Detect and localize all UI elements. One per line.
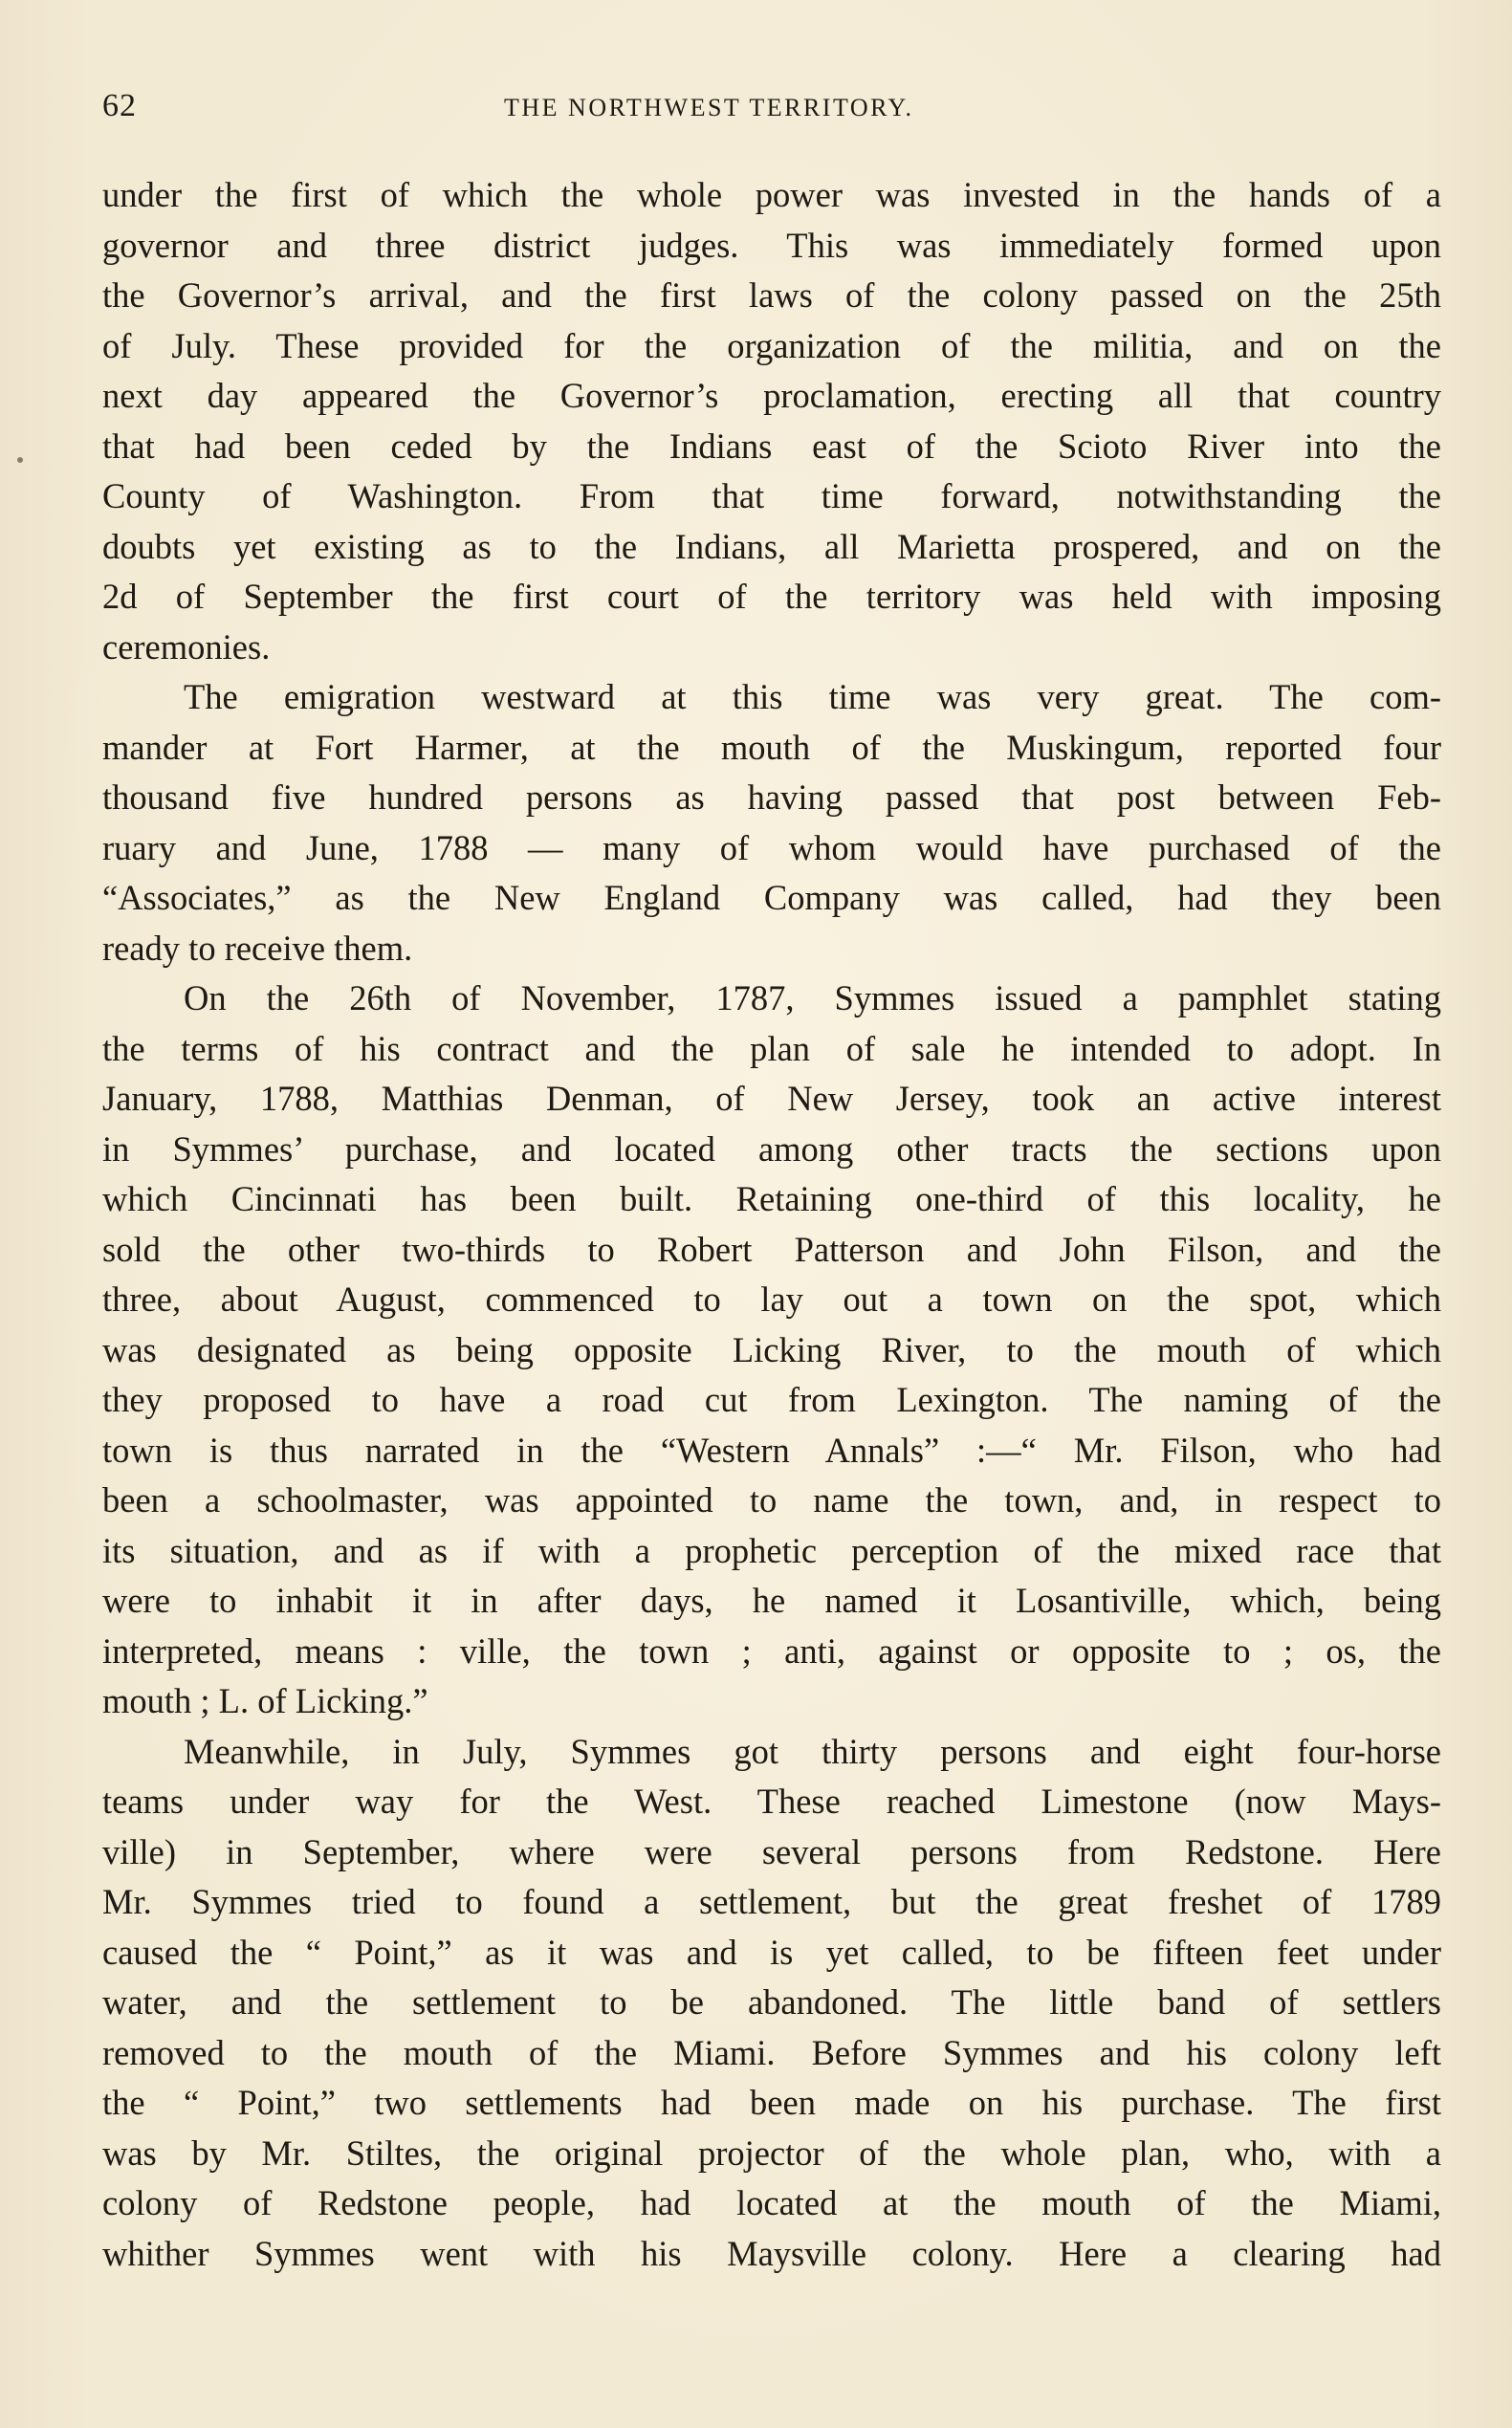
text-line: interpreted, means : ville, the town ; anti, against or opposite to ; os, the	[102, 1630, 1441, 1671]
margin-speck	[17, 457, 23, 463]
text-line: caused the “ Point,” as it was and is yet called, to be fifteen feet under	[102, 1932, 1441, 1972]
text-line: the Governor’s arrival, and the first laws of the colony passed on the 25th	[102, 275, 1441, 315]
text-line: colony of Redstone people, had located at the mouth of the Miami,	[102, 2183, 1441, 2222]
text-line: three, about August, commenced to lay out a town on the spot, which	[102, 1280, 1441, 1319]
text-line: Mr. Symmes tried to found a settlement, but the great freshet of 1789	[102, 1882, 1441, 1921]
text-line: were to inhabit it in after days, he named it Losantiville, which, being	[102, 1581, 1441, 1620]
text-line: ceremonies.	[102, 626, 271, 667]
text-line: mander at Fort Harmer, at the mouth of the Muskingum, reported four	[102, 727, 1441, 767]
text-line: removed to the mouth of the Miami. Before Symmes and his colony left	[102, 2032, 1441, 2072]
text-line: town is thus narrated in the “Western Annals” :—“ Mr. Filson, who had	[102, 1430, 1441, 1470]
text-line: of July. These provided for the organization of the militia, and on the	[102, 325, 1441, 365]
text-line: was designated as being opposite Licking River, to the mouth of which	[102, 1329, 1441, 1369]
text-line: under the first of which the whole power was invested in the hands of a	[102, 175, 1441, 214]
text-line: been a schoolmaster, was appointed to name the town, and, in respect to	[102, 1480, 1441, 1520]
body-text	[102, 170, 1441, 2279]
text-line: that had been ceded by the Indians east of the Scioto River into the	[102, 426, 1441, 466]
text-line: the “ Point,” two settlements had been made on his purchase. The first	[102, 2083, 1441, 2122]
text-line: water, and the settlement to be abandoned. The little band of settlers	[102, 1982, 1441, 2022]
text-line: mouth ; L. of Licking.”	[102, 1681, 428, 1720]
running-head	[102, 88, 1441, 136]
text-line: next day appeared the Governor’s proclamation, erecting all that country	[102, 376, 1441, 415]
text-line: ruary and June, 1788 — many of whom would have purchased of the	[102, 827, 1441, 867]
text-line: which Cincinnati has been built. Retaining one-third of this locality, he	[102, 1179, 1441, 1218]
text-line: the terms of his contract and the plan of sale he intended to adopt. In	[102, 1028, 1441, 1068]
text-line: The emigration westward at this time was very great. The com-	[184, 677, 1441, 716]
text-line: Meanwhile, in July, Symmes got thirty persons and eight four-horse	[184, 1731, 1441, 1771]
text-line: its situation, and as if with a prophetic perception of the mixed race that	[102, 1530, 1441, 1570]
text-line: whither Symmes went with his Maysville colony. Here a clearing had	[102, 2233, 1441, 2273]
text-line: On the 26th of November, 1787, Symmes issued a pamphlet stating	[184, 978, 1441, 1017]
text-line: thousand five hundred persons as having passed that post between Feb-	[102, 777, 1441, 817]
text-line: was by Mr. Stiltes, the original projector of the whole plan, who, with a	[102, 2133, 1441, 2173]
text-line: “Associates,” as the New England Company was called, had they been	[102, 878, 1441, 917]
text-line: doubts yet existing as to the Indians, all Marietta prospered, and on the	[102, 526, 1441, 566]
text-line: in Symmes’ purchase, and located among other tracts the sections upon	[102, 1128, 1441, 1169]
running-title: THE NORTHWEST TERRITORY.	[504, 94, 914, 121]
text-line: County of Washington. From that time forward, notwithstanding the	[102, 476, 1441, 515]
text-line: governor and three district judges. This was immediately formed upon	[102, 225, 1441, 265]
text-line: teams under way for the West. These reached Limestone (now Mays-	[102, 1782, 1441, 1821]
text-line: they proposed to have a road cut from Lexington. The naming of the	[102, 1380, 1441, 1419]
text-line: ready to receive them.	[102, 928, 413, 968]
text-line: January, 1788, Matthias Denman, of New Jersey, took an active interest	[102, 1079, 1441, 1118]
text-line: sold the other two-thirds to Robert Patterson and John Filson, and the	[102, 1229, 1441, 1269]
page-number: 62	[102, 88, 137, 123]
text-line: 2d of September the first court of the territory was held with imposing	[102, 577, 1441, 616]
text-line: ville) in September, where were several persons from Redstone. Here	[102, 1831, 1441, 1871]
